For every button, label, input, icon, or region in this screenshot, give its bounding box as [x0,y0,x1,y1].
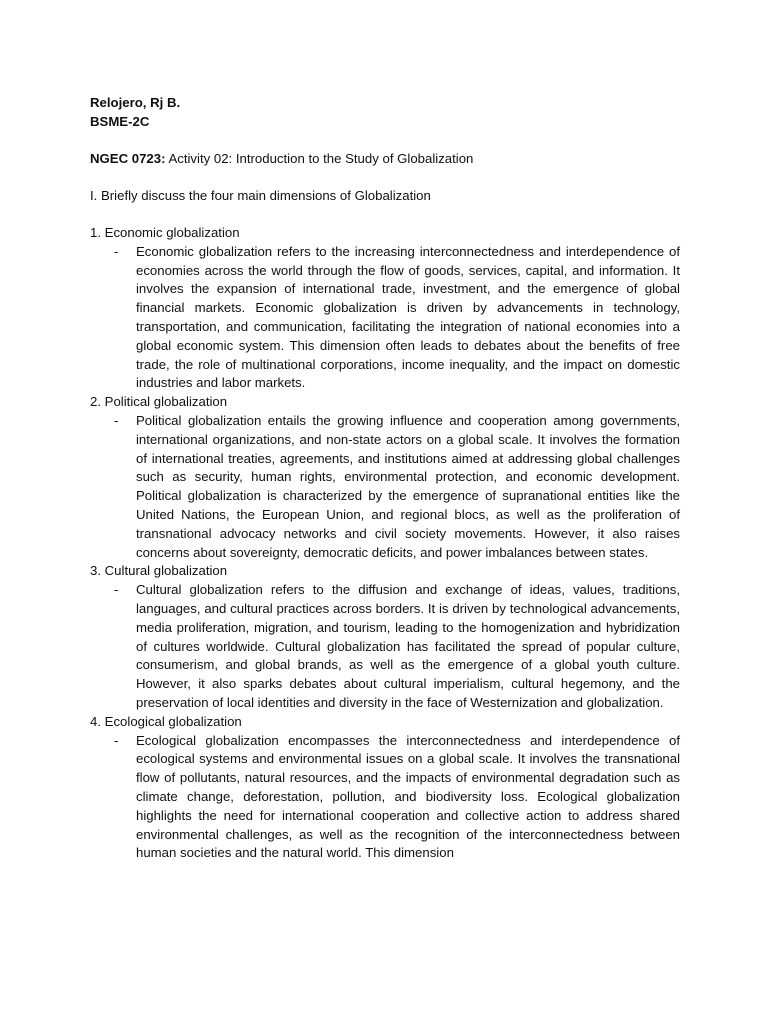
section-paragraph: Economic globalization refers to the increasing interconnectedness and interdependence of economies across the world through the flow of goods, services, capital, and information. It involves the expansion of international trade, investment, and the emergence of global financial markets. Economic globalization is driven by advancements in technology, transportation, and communication, facilitating the integration of national economies into a global economic system. This dimension often leads to debates about the benefits of free trade, the role of multinational corporations, income inequality, and the impact on domestic industries and labor markets. [136,243,680,391]
dimension-cultural [90,562,680,712]
section-paragraph: Political globalization entails the growing influence and cooperation among governments, international organizations, and non-state actors on a global scale. It involves the formation of international treaties, agreements, and institutions aimed at addressing global challenges such as security, human rights, environmental protection, and economic development. Political globalization is characterized by the emergence of supranational entities like the United Nations, the European Union, and regional blocs, as well as the proliferation of transnational advocacy networks and civil society movements. However, it also raises concerns about sovereignty, democratic deficits, and power imbalances between states. [136,412,680,560]
bullet-dash: - [114,732,119,748]
list-item [90,581,680,713]
section-title: 4. Ecological globalization [90,713,242,729]
section-title: 3. Cultural globalization [90,563,228,579]
section-title: 1. Economic globalization [90,225,240,240]
dimension-ecological [90,713,680,863]
activity-heading [90,150,473,169]
list-item [90,243,680,393]
section-paragraph: Ecological globalization encompasses the interconnectedness and interdependence of ecological systems and environmental issues on a global scale. It involves the transnational flow of pollutants, natural resources, and the impacts of environmental degradation such as climate change, deforestation, pollution, and biodiversity loss. Ecological globalization highlights the need for international cooperation and collective action to address shared environmental challenges, as well as the recognition of the interconnectedness between human societies and the natural world. This dimension [136,732,680,861]
student-name: Relojero, Rj B. [90,95,181,110]
section-paragraph: Cultural globalization refers to the diffusion and exchange of ideas, values, traditions, languages, and cultural practices across borders. It is driven by technological advancements, media proliferation, migration, and tourism, leading to the homogenization and hybridization of cultures worldwide. Cultural globalization has facilitated the spread of popular culture, consumerism, and global brands, as well as the emergence of a global youth culture. However, it also sparks debates about cultural imperialism, cultural hegemony, and the preservation of local identities and diversity in the face of Westernization and globalization. [136,582,680,710]
bullet-dash: - [114,243,119,259]
list-item [90,732,680,864]
list-item [90,412,680,562]
dimension-political [90,393,680,562]
dimension-economic [90,224,680,393]
instruction: I. Briefly discuss the four main dimensions of Globalization [90,188,431,203]
bullet-dash: - [114,582,119,598]
activity-title: Activity 02: Introduction to the Study of Globalization [168,151,474,166]
bullet-dash: - [114,412,119,428]
course-code: NGEC 0723: [90,151,166,166]
section-title: 2. Political globalization [90,394,228,410]
dimensions-list [90,224,680,863]
student-section: BSME-2C [90,114,150,129]
